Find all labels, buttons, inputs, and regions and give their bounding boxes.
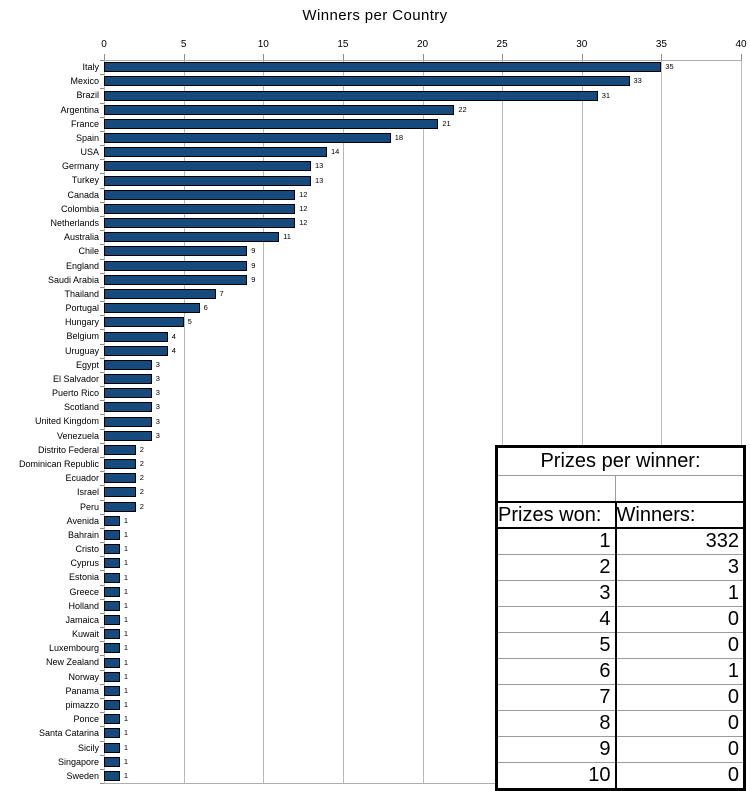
category-label: Hungary	[64, 317, 99, 328]
category-label: Jamaica	[65, 614, 99, 625]
category-label: Dominican Republic	[18, 458, 99, 469]
x-axis-label: 5	[180, 39, 187, 50]
value-label: 2	[139, 501, 144, 511]
bar	[104, 374, 152, 384]
x-axis-label: 40	[735, 39, 747, 50]
bar	[104, 728, 120, 738]
bar	[104, 658, 120, 668]
value-label: 3	[155, 388, 160, 398]
table-cell: 10	[497, 763, 616, 790]
table-cell: 0	[616, 607, 745, 633]
value-label: 6	[203, 303, 208, 313]
table-spacer-cell	[616, 476, 745, 503]
y-axis-tick	[100, 514, 104, 515]
value-label: 22	[458, 104, 467, 114]
y-axis-tick	[100, 698, 104, 699]
category-label: Turkey	[71, 175, 99, 186]
y-axis-tick	[100, 202, 104, 203]
bar	[104, 360, 152, 370]
y-axis-tick	[100, 570, 104, 571]
y-axis-tick	[100, 386, 104, 387]
x-axis-label: 0	[101, 39, 107, 50]
y-axis-tick	[100, 414, 104, 415]
category-label: Venezuela	[56, 430, 99, 441]
bar	[104, 402, 152, 412]
table-spacer-row	[497, 476, 745, 503]
table-cell: 3	[497, 581, 616, 607]
y-axis-tick	[100, 585, 104, 586]
value-label: 1	[123, 770, 129, 780]
category-label: Panama	[65, 685, 99, 696]
table-cell: 1	[616, 581, 745, 607]
category-label: Germany	[61, 161, 99, 172]
table-cell: 0	[616, 633, 745, 659]
category-label: Chile	[78, 246, 99, 257]
category-label: Kuwait	[71, 629, 99, 640]
bar	[104, 700, 120, 710]
category-label: Greece	[69, 586, 99, 597]
value-label: 1	[123, 615, 129, 624]
y-axis-tick	[100, 528, 104, 529]
category-label: Italy	[82, 62, 99, 72]
y-axis-tick	[100, 641, 104, 642]
table-row	[497, 711, 745, 737]
value-label: 12	[299, 189, 308, 199]
y-axis-tick	[100, 60, 104, 61]
category-label: Netherlands	[50, 217, 99, 228]
value-label: 4	[171, 331, 176, 341]
table-cell: 332	[616, 528, 745, 555]
value-label: 21	[442, 118, 451, 128]
y-axis-tick	[100, 542, 104, 543]
y-axis-tick	[100, 485, 104, 486]
y-axis-tick	[100, 287, 104, 288]
y-axis-tick	[100, 755, 104, 756]
category-label: Cyprus	[70, 558, 99, 569]
y-axis-tick	[100, 173, 104, 174]
value-label: 1	[123, 671, 129, 681]
y-axis-tick	[100, 471, 104, 472]
y-axis-tick	[100, 783, 104, 784]
y-axis-tick	[100, 344, 104, 345]
y-axis-tick	[100, 216, 104, 217]
value-label: 1	[123, 600, 129, 610]
table-header-row	[497, 502, 745, 528]
table-row	[497, 737, 745, 763]
bar	[104, 232, 279, 242]
table-cell: 0	[616, 711, 745, 737]
y-axis-tick	[100, 259, 104, 260]
category-label: Ecuador	[65, 473, 99, 484]
value-label: 1	[123, 515, 129, 525]
y-axis-tick	[100, 741, 104, 742]
value-label: 3	[155, 430, 160, 440]
value-label: 1	[123, 700, 129, 709]
category-label: Thailand	[64, 288, 99, 299]
category-label: Santa Catarina	[38, 728, 99, 739]
y-axis-tick	[100, 103, 104, 104]
value-label: 18	[394, 133, 404, 142]
table-cell: 0	[727, 764, 739, 786]
bar	[104, 530, 120, 540]
x-axis-line	[100, 60, 742, 61]
value-label: 4	[171, 345, 176, 355]
y-axis-tick	[100, 684, 104, 685]
bar	[104, 417, 152, 427]
value-label: 12	[299, 203, 308, 213]
table-cell: 1	[497, 528, 616, 555]
value-label: 5	[187, 317, 192, 327]
value-label: 9	[251, 246, 256, 256]
value-label: 3	[155, 416, 160, 426]
value-label: 3	[155, 402, 160, 412]
bar	[104, 346, 168, 356]
value-label: 1	[123, 572, 129, 582]
bar	[104, 487, 136, 497]
table-title-row	[497, 447, 745, 476]
bar	[104, 133, 391, 143]
value-label: 1	[123, 629, 129, 639]
y-axis-tick	[100, 429, 104, 430]
y-axis-tick	[100, 329, 104, 330]
category-label: Mexico	[70, 76, 99, 87]
y-axis-tick	[100, 145, 104, 146]
bar	[104, 459, 136, 469]
y-axis-tick	[100, 500, 104, 501]
category-label: Spain	[75, 132, 99, 143]
table-cell: 9	[497, 737, 616, 763]
table-cell: 7	[497, 685, 616, 711]
category-label: Saudi Arabia	[47, 274, 99, 285]
y-axis-tick	[100, 655, 104, 656]
table-row	[497, 528, 745, 555]
bar	[104, 587, 120, 597]
bar	[104, 573, 120, 583]
value-label: 3	[155, 374, 160, 383]
table-cell: 5	[497, 633, 616, 659]
y-axis-tick	[100, 599, 104, 600]
bar	[104, 388, 152, 398]
value-label: 1	[123, 544, 129, 554]
value-label: 1	[123, 657, 129, 667]
category-label: Norway	[68, 671, 99, 682]
y-axis-tick	[100, 769, 104, 770]
category-label: pimazzo	[65, 699, 99, 710]
value-label: 13	[315, 161, 324, 171]
table-row	[497, 633, 745, 659]
category-label: England	[65, 260, 99, 271]
bar	[104, 558, 120, 568]
bar	[104, 275, 247, 285]
y-axis-tick	[100, 301, 104, 302]
prizes-table	[495, 445, 746, 786]
bar	[104, 246, 247, 256]
y-axis-tick	[100, 159, 104, 160]
category-label: Israel	[76, 487, 99, 498]
bar	[104, 743, 120, 753]
category-label: El Salvador	[52, 373, 99, 384]
y-axis-tick	[100, 726, 104, 727]
value-label: 9	[251, 274, 256, 284]
bar	[104, 473, 136, 483]
value-label: 13	[315, 175, 324, 185]
value-label: 1	[123, 714, 129, 724]
value-label: 3	[155, 359, 160, 369]
bar	[104, 261, 247, 271]
category-label: Argentina	[60, 104, 99, 115]
bar	[104, 502, 136, 512]
value-label: 1	[123, 756, 129, 766]
bar	[104, 445, 136, 455]
bar	[104, 332, 168, 342]
x-axis-label: 15	[337, 39, 349, 50]
category-label: Egypt	[75, 359, 99, 370]
bar	[104, 317, 184, 327]
category-label: Distrito Federal	[37, 444, 99, 455]
category-label: France	[70, 118, 99, 129]
value-label: 2	[139, 473, 144, 483]
value-label: 31	[601, 90, 611, 100]
bar	[104, 62, 661, 72]
bar	[104, 686, 120, 696]
table-cell: 1	[616, 659, 745, 685]
category-label: Belgium	[66, 331, 99, 342]
col-header-winners: Winners:	[616, 502, 745, 528]
value-label: 1	[123, 586, 129, 596]
table-cell: 3	[616, 555, 745, 581]
category-label: New Zealand	[45, 657, 99, 668]
table-cell: 2	[497, 555, 616, 581]
value-label: 1	[123, 558, 129, 568]
category-label: Bahrain	[67, 529, 99, 540]
bar	[104, 204, 295, 214]
y-axis-tick	[100, 131, 104, 132]
bar	[104, 615, 120, 625]
value-label: 2	[139, 444, 144, 454]
table-spacer-cell	[497, 476, 616, 503]
y-axis-tick	[100, 273, 104, 274]
table-cell: 4	[497, 607, 616, 633]
category-label: USA	[80, 147, 99, 158]
value-label: 9	[251, 260, 256, 270]
bar	[104, 516, 120, 526]
value-label: 11	[283, 232, 291, 242]
bar	[104, 629, 120, 639]
value-label: 1	[123, 643, 129, 653]
table-row	[497, 763, 745, 790]
x-gridline	[343, 60, 344, 783]
y-axis-tick	[100, 443, 104, 444]
x-axis-label: 35	[655, 39, 667, 50]
category-label: Ponce	[73, 714, 99, 725]
bar	[104, 218, 295, 228]
table-row	[497, 659, 745, 685]
category-label: Cristo	[75, 544, 99, 554]
y-axis-tick	[100, 457, 104, 458]
category-label: United Kingdom	[34, 416, 99, 427]
table-row	[497, 555, 745, 581]
table-cell: 8	[497, 711, 616, 737]
category-label: Canada	[67, 189, 99, 200]
table-row	[497, 685, 745, 711]
category-label: Estonia	[68, 572, 99, 583]
bar	[104, 672, 120, 682]
value-label: 35	[665, 62, 674, 72]
y-axis-tick	[100, 88, 104, 89]
y-axis-tick	[100, 627, 104, 628]
value-label: 2	[139, 459, 144, 468]
bar	[104, 303, 200, 313]
category-label: Avenida	[66, 515, 99, 526]
table-cell: 0	[616, 685, 745, 711]
x-axis-label: 20	[416, 39, 429, 50]
category-label: Luxembourg	[48, 643, 99, 654]
col-header-prizes-won: Prizes won:	[497, 502, 616, 528]
table-row	[497, 607, 745, 633]
x-axis-label: 10	[257, 39, 269, 50]
bar	[104, 757, 120, 767]
y-axis-tick	[100, 117, 104, 118]
value-label: 1	[123, 728, 129, 738]
bar	[104, 147, 327, 157]
category-label: Brazil	[76, 90, 99, 101]
category-label: Peru	[79, 501, 99, 512]
category-label: Singapore	[57, 756, 99, 767]
y-axis-tick	[100, 400, 104, 401]
y-axis-tick	[100, 358, 104, 359]
y-axis-tick	[100, 188, 104, 189]
bar	[104, 161, 311, 171]
bar	[104, 643, 120, 653]
category-label: Holland	[68, 600, 99, 611]
value-label: 12	[299, 218, 308, 227]
category-label: Sicily	[77, 742, 99, 753]
bar	[104, 771, 120, 781]
x-axis-label: 25	[496, 39, 508, 50]
y-axis-tick	[100, 244, 104, 245]
y-axis-tick	[100, 372, 104, 373]
category-label: Colombia	[60, 203, 99, 214]
bar	[104, 105, 454, 115]
y-axis-tick	[100, 74, 104, 75]
bar	[104, 289, 216, 299]
value-label: 7	[219, 288, 224, 298]
category-label: Australia	[63, 232, 99, 243]
table-row	[497, 581, 745, 607]
category-label: Sweden	[66, 770, 99, 781]
chart-title: Winners per Country	[302, 7, 448, 24]
value-label: 1	[123, 529, 129, 539]
category-label: Uruguay	[64, 345, 99, 356]
y-axis-tick	[100, 613, 104, 614]
bar	[104, 714, 120, 724]
y-axis-tick	[100, 315, 104, 316]
bar	[104, 119, 438, 129]
table-cell: 6	[497, 659, 616, 685]
y-axis-tick	[100, 556, 104, 557]
value-label: 1	[123, 685, 129, 695]
bar	[104, 190, 295, 200]
bar	[104, 544, 120, 554]
bar	[104, 601, 120, 611]
y-axis-tick	[100, 712, 104, 713]
table-cell: 0	[616, 737, 745, 763]
category-label: Puerto Rico	[51, 388, 99, 399]
category-label: Portugal	[65, 303, 99, 313]
value-label: 2	[139, 487, 144, 497]
x-gridline	[423, 60, 424, 783]
bar	[104, 176, 311, 186]
bar	[104, 431, 152, 441]
value-label: 1	[123, 742, 129, 752]
y-axis-tick	[100, 670, 104, 671]
value-label: 14	[331, 147, 340, 157]
y-axis-tick	[100, 230, 104, 231]
bar	[104, 91, 598, 101]
table-title: Prizes per winner:	[497, 447, 745, 476]
bar	[104, 76, 630, 86]
x-axis-label: 30	[576, 39, 588, 50]
category-label: Scotland	[63, 402, 99, 413]
value-label: 33	[633, 76, 642, 86]
